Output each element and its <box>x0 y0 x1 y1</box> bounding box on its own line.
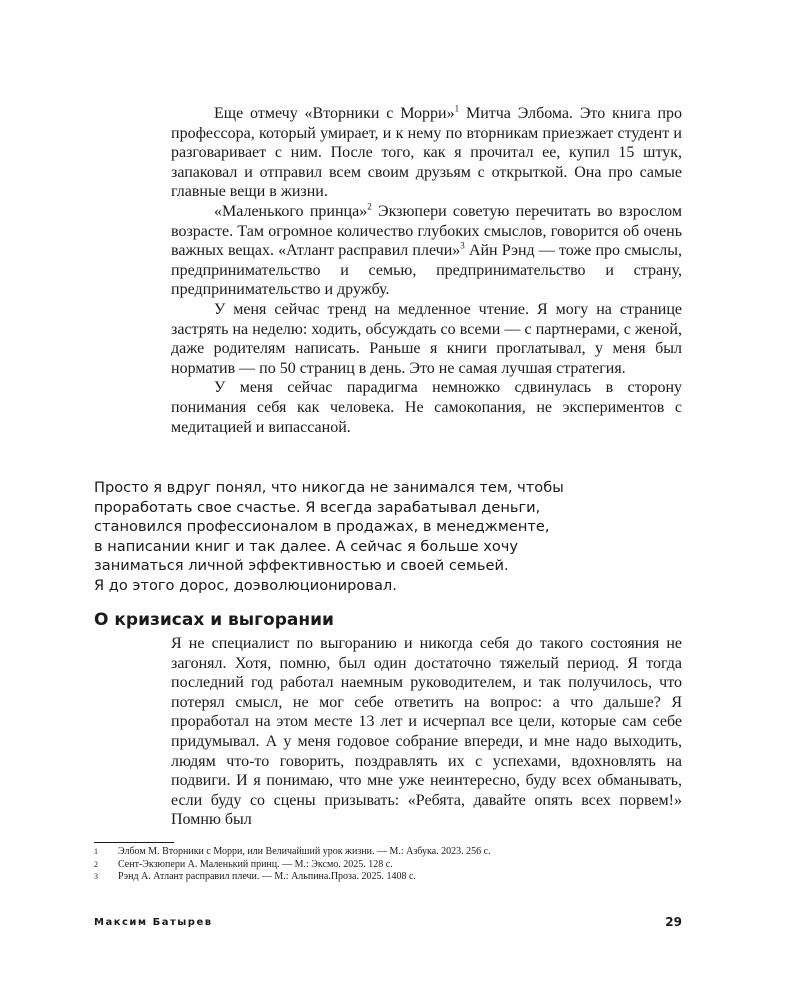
running-footer-author: Максим Батырев <box>94 917 213 928</box>
highlight-line: становился профессионалом в продажах, в менеджменте, <box>94 518 550 535</box>
footnote-ref-3[interactable]: 3 <box>460 240 465 251</box>
footnote-text: Рэнд А. Атлант расправил плечи. — М.: Альпина.Проза. 2025. 1408 с. <box>118 871 416 882</box>
highlight-block <box>94 478 594 595</box>
footnote-1 <box>94 846 654 859</box>
footnote-text: Элбом М. Вторники с Морри, или Величайший урок жизни. — М.: Азбука. 2023. 256 с. <box>118 846 491 857</box>
footnote-text: Сент-Экзюпери А. Маленький принц. — М.: Эксмо. 2025. 128 с. <box>118 858 393 870</box>
highlight-line: Я до этого дорос, доэволюционировал. <box>94 576 397 594</box>
footnote-2 <box>94 859 654 872</box>
footnote-number: 1 <box>94 847 98 856</box>
paragraph-paradigm: У меня сейчас парадигма немножко сдвинулась в сторону понимания себя как человека. Не самокопания, не экспериментов с медитацией и випассаной. <box>171 379 682 436</box>
highlight-line: заниматься личной эффективностью и своей семьей. <box>94 557 509 574</box>
footnote-number: 2 <box>94 859 98 869</box>
page-number: 29 <box>665 915 682 929</box>
paragraph-little-prince: «Маленького принца»$^2$ Экзюпери советую перечитать во взрослом возрасте. Там огромное количество глубоких смыслов, говорится об очень важных вещах. «Атлант расправил плечи»$^3$ Айн Рэнд — тоже про смыслы, предпринимательство и семью, предпринимательство и страну, предпринимательство и дружбу. <box>171 201 683 299</box>
paragraph-burnout: Я не специалист по выгоранию и никогда себя до такого состояния не загонял. Хотя, помню, был один достаточно тяжелый период. Я тогда последний год работал наемным руководителем, и так получилось, что потерял смысл, не мог себе ответить на вопрос: а что дальше? Я проработал на этом месте 13 лет и исчерпал все цели, которые сам себе придумывал. А у меня годовое собрание впереди, и мне надо выходить, людям что-то говорить, поздравлять их с успехами, вдохновлять на подвиги. И я понимаю, что мне уже неинтересно, буду всех обманывать, если буду со сцены призывать: «Ребята, давайте опять всех порвем!» Помню был <box>171 635 682 829</box>
footnote-divider <box>94 842 174 843</box>
paragraph-slow-reading: У меня сейчас тренд на медленное чтение. Я могу на странице застрять на неделю: ходить, обсуждать со всеми — с партнерами, с женой, даже родителям написать. Раньше я книги проглатывал, у меня был норматив — по 50 страниц в день. Это не самая лучшая стратегия. <box>171 300 682 377</box>
section-body <box>171 634 682 830</box>
section-heading: О кризисах и выгорании <box>94 610 334 630</box>
footnote-3 <box>94 871 654 884</box>
quote-block <box>171 104 682 437</box>
footnote-ref-1[interactable]: 1 <box>454 103 460 114</box>
highlight-line: в написании книг и так далее. А сейчас я больше хочу <box>94 537 519 555</box>
highlight-line: Просто я вдруг понял, что никогда не занимался тем, чтобы <box>94 479 564 496</box>
footnote-ref-2[interactable]: 2 <box>367 201 372 212</box>
highlight-line: проработать свое счастье. Я всегда зарабатывал деньги, <box>94 498 541 516</box>
paragraph-morrie: Еще отмечу «Вторники с Морри»$^1$ Митча Элбома. Это книга про профессора, который умирает, и к нему по вторникам приезжает студент и разговаривает с ним. После того, как я прочитал ее, купил 15 штук, запаковал и отправил всем своим друзьям с открыткой. Она про самые главные вещи в жизни. <box>171 103 683 201</box>
footnotes <box>94 846 654 884</box>
footnote-number: 3 <box>94 872 98 881</box>
